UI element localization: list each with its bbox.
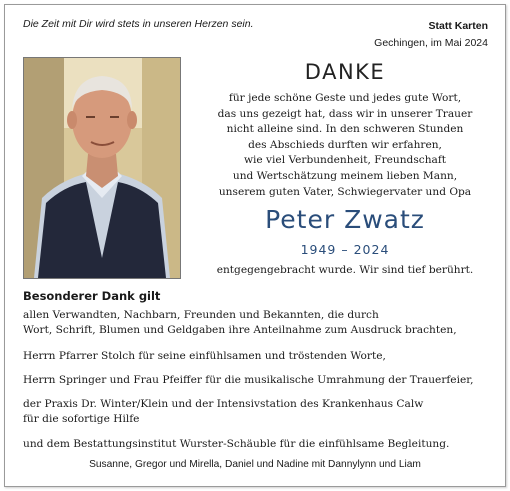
- closing-line: entgegengebracht wurde. Wir sind tief berührt.: [216, 264, 474, 276]
- thanks-paragraph: [23, 437, 493, 452]
- paragraph-line: Wort, Schrift, Blumen und Geldgaben ihre Anteilnahme zum Ausdruck brachten,: [23, 324, 457, 336]
- thanks-paragraph: [23, 349, 493, 364]
- statt-karten: Statt Karten: [428, 20, 488, 32]
- motto: Die Zeit mit Dir wird stets in unseren Herzen sein.: [23, 18, 254, 30]
- life-years: 1949 – 2024: [300, 242, 390, 257]
- header-right: [374, 18, 488, 52]
- thanks-paragraph: [23, 397, 493, 427]
- poem-line: für jede schöne Geste und jedes gute Wort,: [228, 92, 462, 104]
- poem-line: unserem guten Vater, Schwiegervater und Opa: [218, 185, 472, 198]
- poem-line: das uns gezeigt hat, dass wir in unserer Trauer: [217, 107, 473, 120]
- thanks-paragraph: [23, 308, 493, 338]
- thanks-paragraph: [23, 373, 493, 388]
- paragraph-line: Herrn Pfarrer Stolch für seine einfühlsamen und tröstenden Worte,: [23, 350, 386, 362]
- paragraph-line: und dem Bestattungsinstitut Wurster-Schäuble für die einfühlsame Begleitung.: [23, 438, 450, 450]
- poem-line: wie viel Verbundenheit, Freundschaft: [243, 154, 447, 167]
- poem-line: des Abschieds durften wir erfahren,: [248, 138, 442, 151]
- paragraph-line: allen Verwandten, Nachbarn, Freunden und Bekannten, die durch: [23, 309, 379, 321]
- paragraph-line: Herrn Springer und Frau Pfeiffer für die musikalische Umrahmung der Trauerfeier,: [23, 374, 474, 386]
- special-thanks-heading: Besonderer Dank gilt: [23, 289, 161, 303]
- portrait-illustration: [24, 58, 180, 278]
- thanks-poem: [190, 91, 500, 200]
- poem-line: nicht alleine sind. In den schweren Stunden: [226, 123, 464, 136]
- place-date: Gechingen, im Mai 2024: [374, 37, 488, 49]
- paragraph-line: der Praxis Dr. Winter/Klein und der Intensivstation des Krankenhaus Calw: [23, 398, 424, 410]
- title-danke: DANKE: [304, 60, 386, 84]
- paragraph-line: für die sofortige Hilfe: [23, 413, 140, 425]
- deceased-name: Peter Zwatz: [265, 205, 425, 234]
- poem-line: und Wertschätzung meinem lieben Mann,: [232, 169, 458, 182]
- portrait-photo: [23, 57, 181, 279]
- family-signature: Susanne, Gregor und Mirella, Daniel und Nadine mit Dannylynn und Liam: [89, 459, 421, 470]
